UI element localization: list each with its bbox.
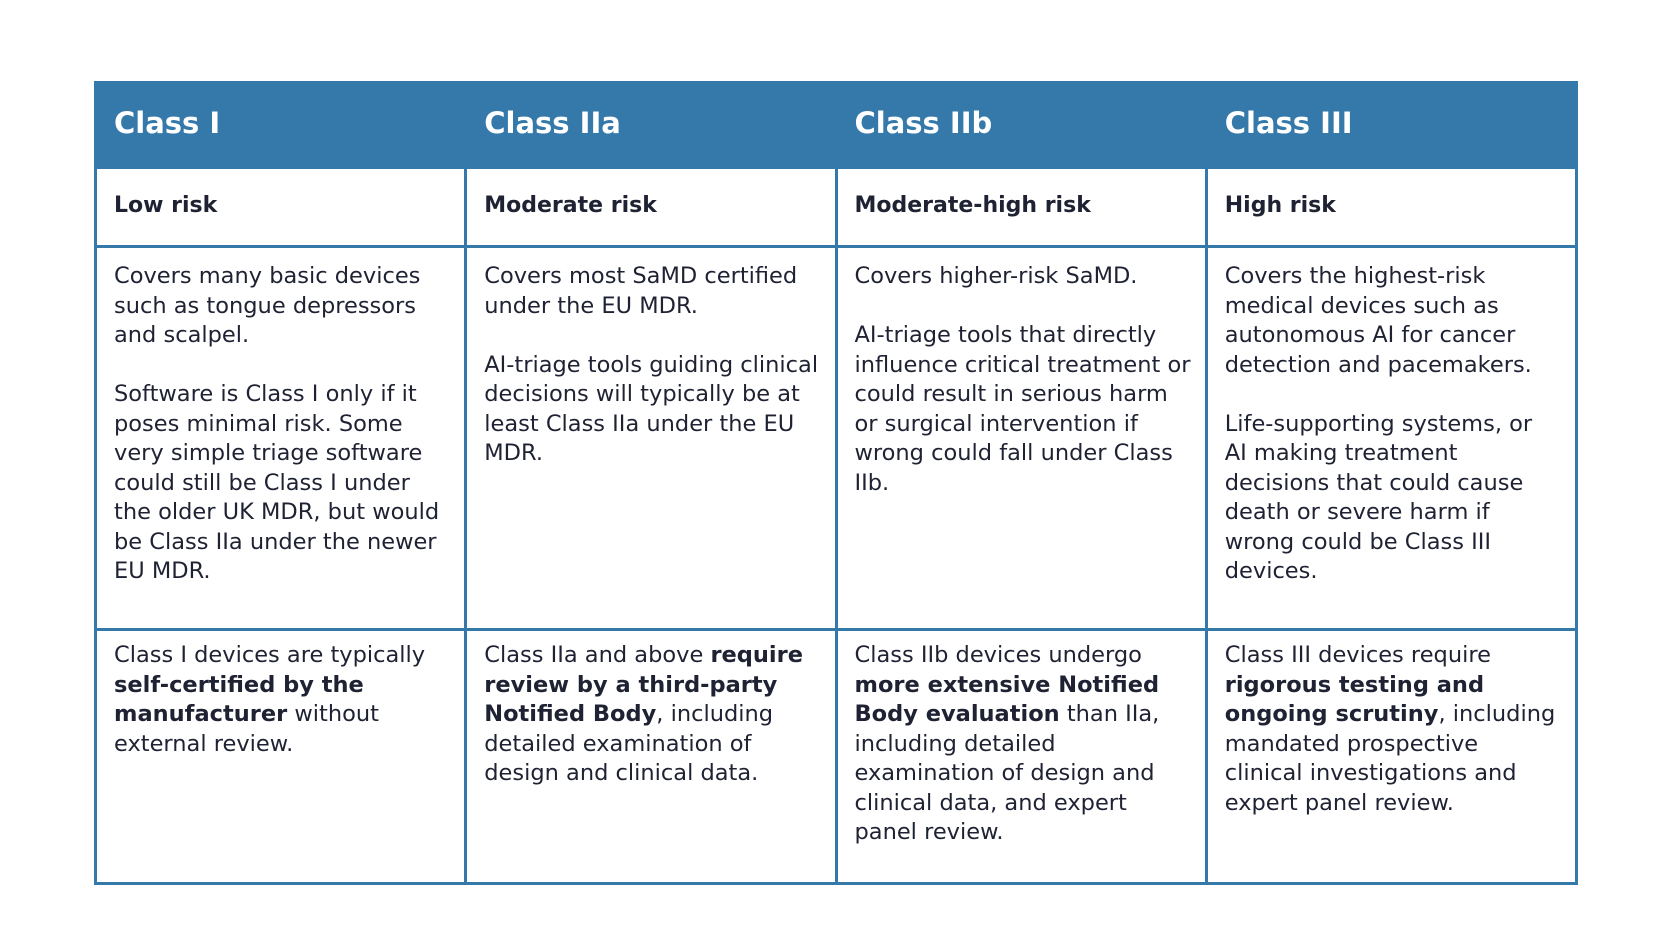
review-text: , including detailed examination of design and clinical data. [484, 701, 774, 786]
class-header-cell [96, 83, 466, 168]
description-cell [1206, 247, 1576, 630]
review-emphasis: self-certified by the manufacturer [114, 671, 364, 727]
risk-level-cell [466, 168, 836, 247]
review-emphasis: require review by a third-party Notified Body [484, 642, 803, 727]
class-label: Class I [114, 106, 221, 140]
risk-level-cell [836, 168, 1206, 247]
class-label: Class IIa [484, 106, 621, 140]
description-paragraph: Covers most SaMD certified under the EU MDR. [484, 263, 798, 319]
review-process-row [96, 630, 1577, 884]
review-text: without external review. [114, 701, 379, 757]
review-emphasis: more extensive Notified Body evaluation [854, 671, 1160, 727]
review-emphasis: rigorous testing and ongoing scrutiny [1224, 671, 1485, 727]
class-header-cell [466, 83, 836, 168]
review-process-cell [836, 630, 1206, 884]
class-header-cell [1206, 83, 1576, 168]
description-paragraph: AI-triage tools guiding clinical decisions will typically be at least Class IIa under the EU MDR. [484, 351, 819, 466]
class-header-cell [836, 83, 1206, 168]
risk-level-cell [1206, 168, 1576, 247]
class-label: Class III [1224, 106, 1353, 140]
description-paragraph: Life-supporting systems, or AI making treatment decisions that could cause death or severe harm if wrong could be Class III devices. [1224, 410, 1533, 584]
description-paragraph: Covers many basic devices such as tongue depressors and scalpel. [114, 263, 421, 348]
class-label: Class IIb [854, 106, 993, 140]
description-paragraph: Covers higher-risk SaMD. [854, 263, 1138, 289]
review-process-cell [466, 630, 836, 884]
class-header-row [96, 83, 1577, 168]
risk-level-row [96, 168, 1577, 247]
review-text: Class IIa and above [484, 642, 711, 668]
description-paragraph: Covers the highest-risk medical devices such as autonomous AI for cancer detection and pacemakers. [1224, 263, 1532, 378]
review-text: Class III devices require [1224, 642, 1491, 668]
description-cell [96, 247, 466, 630]
risk-level-label: Low risk [114, 192, 218, 218]
risk-level-label: Moderate risk [484, 192, 657, 218]
risk-level-label: High risk [1224, 192, 1336, 218]
review-process-cell [96, 630, 466, 884]
description-paragraph: AI-triage tools that directly influence critical treatment or could result in serious harm or surgical intervention if wrong could fall under Class IIb. [854, 322, 1191, 496]
risk-level-label: Moderate-high risk [854, 192, 1091, 218]
description-cell [466, 247, 836, 630]
device-classification-table [94, 81, 1578, 885]
risk-level-cell [96, 168, 466, 247]
review-text: , including mandated prospective clinical investigations and expert panel review. [1224, 701, 1556, 816]
review-text: than IIa, including detailed examination of design and clinical data, and expert panel review. [854, 701, 1160, 845]
description-paragraph: Software is Class I only if it poses minimal risk. Some very simple triage software could still be Class I under the older UK MDR, but would be Class IIa under the newer EU MDR. [114, 381, 440, 584]
description-cell [836, 247, 1206, 630]
review-text: Class I devices are typically [114, 642, 426, 668]
review-process-cell [1206, 630, 1576, 884]
description-row [96, 247, 1577, 630]
review-text: Class IIb devices undergo [854, 642, 1142, 668]
